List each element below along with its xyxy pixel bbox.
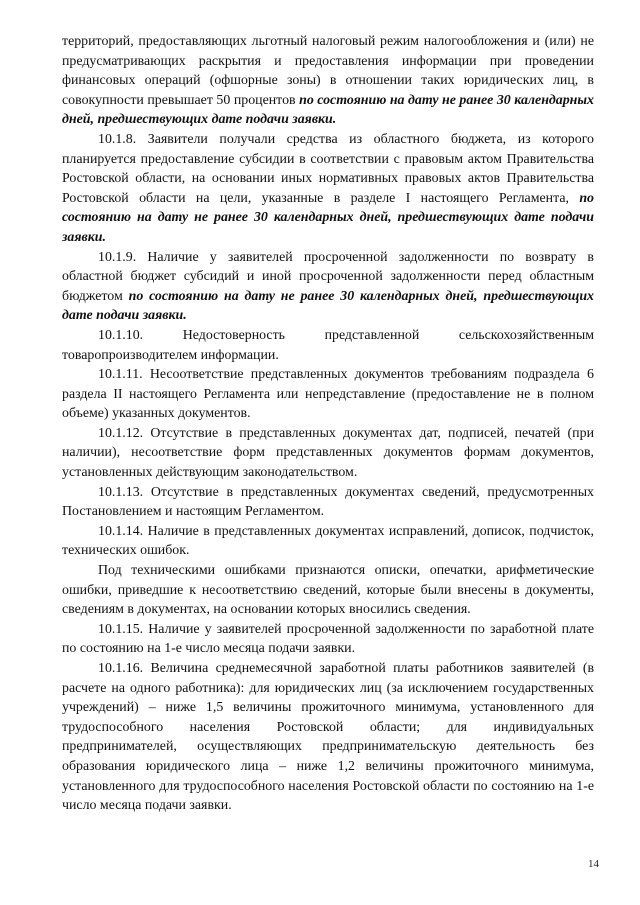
paragraph-text: 10.1.9. Наличие у заявителей просроченной задолженности по возврату в областной бюджет субсидий и иной просроченной задолженности перед областным бюджетом bbox=[62, 249, 594, 304]
paragraph-text: 10.1.13. Отсутствие в представленных документах сведений, предусмотренных Постановлением и настоящим Регламентом. bbox=[62, 484, 594, 520]
paragraph-10-1-15 bbox=[62, 620, 594, 659]
paragraph-text: 10.1.12. Отсутствие в представленных документах дат, подписей, печатей (при наличии), несоответствие форм представленных документов формам документов, установленных действующим законодательством. bbox=[62, 425, 594, 481]
paragraph-10-1-10 bbox=[62, 326, 594, 365]
paragraph-10-1-11 bbox=[62, 365, 594, 424]
paragraph-tail: . bbox=[332, 112, 337, 128]
document-page bbox=[62, 32, 594, 816]
paragraph-text: 10.1.8. Заявители получали средства из областного бюджета, из которого планируется предоставление субсидии в соответствии с правовым актом Правительства Ростовской области, на основании иных нормативных правовых актов Правительства Ростовской области на цели, указанные в разделе I настоящего Регламента, bbox=[62, 131, 594, 206]
paragraph-technical-errors bbox=[62, 561, 594, 620]
paragraph-emphasis: по состоянию на дату не ранее 30 календарных дней, предшествующих дате подачи заявки. bbox=[62, 190, 594, 245]
paragraph-text: 10.1.15. Наличие у заявителей просроченной задолженности по заработной плате по состоянию на 1-е число месяца подачи заявки. bbox=[62, 621, 594, 657]
paragraph-10-1-12 bbox=[62, 424, 594, 483]
paragraph-10-1-9 bbox=[62, 248, 594, 326]
paragraph-text: Под техническими ошибками признаются описки, опечатки, арифметические ошибки, приведшие к несоответствию сведений, которые были внесены в документы, сведениям в документах, на основании которых вносились сведения. bbox=[62, 563, 594, 618]
page-number: 14 bbox=[588, 858, 599, 870]
paragraph-10-1-13 bbox=[62, 483, 594, 522]
paragraph-10-1-16 bbox=[62, 659, 594, 816]
paragraph-text: 10.1.11. Несоответствие представленных документов требованиям подраздела 6 раздела II настоящего Регламента или непредставление (предоставление не в полном объеме) указанных документов. bbox=[62, 367, 594, 422]
paragraph-text: 10.1.16. Величина среднемесячной заработной платы работников заявителей (в расчете на одного работника): для юридических лиц (за исключением государственных учреждений) – ниже 1,5 величины прожиточного минимума, установленного для трудоспособного населения Ростовской области; для индивидуальных предпринимателей, осуществляющих предпринимательскую деятельность без образования юридического лица – ниже 1,2 величины прожиточного минимума, установленного для трудоспособного населения Ростовской области по состоянию на 1-е число месяца подачи заявки. bbox=[62, 661, 594, 814]
paragraph-text: 10.1.14. Наличие в представленных документах исправлений, дописок, подчисток, технических ошибок. bbox=[62, 523, 594, 559]
paragraph-0 bbox=[62, 32, 594, 130]
paragraph-text: территорий, предоставляющих льготный налоговый режим налогообложения и (или) не предусматривающих раскрытия и предоставления информации при проведении финансовых операций (офшорные зоны) в отношении таких юридических лиц, в совокупности превышает 50 процентов bbox=[62, 34, 594, 108]
paragraph-10-1-8 bbox=[62, 130, 594, 248]
paragraph-text: 10.1.10. Недостоверность представленной сельскохозяйственным товаропроизводителем информации. bbox=[62, 327, 594, 363]
paragraph-emphasis: по состоянию на дату не ранее 30 календарных дней, предшествующих дате подачи заявки bbox=[62, 92, 594, 128]
paragraph-emphasis: по состоянию на дату не ранее 30 календарных дней, предшествующих дате подачи заявки. bbox=[62, 288, 595, 324]
paragraph-10-1-14 bbox=[62, 522, 594, 561]
